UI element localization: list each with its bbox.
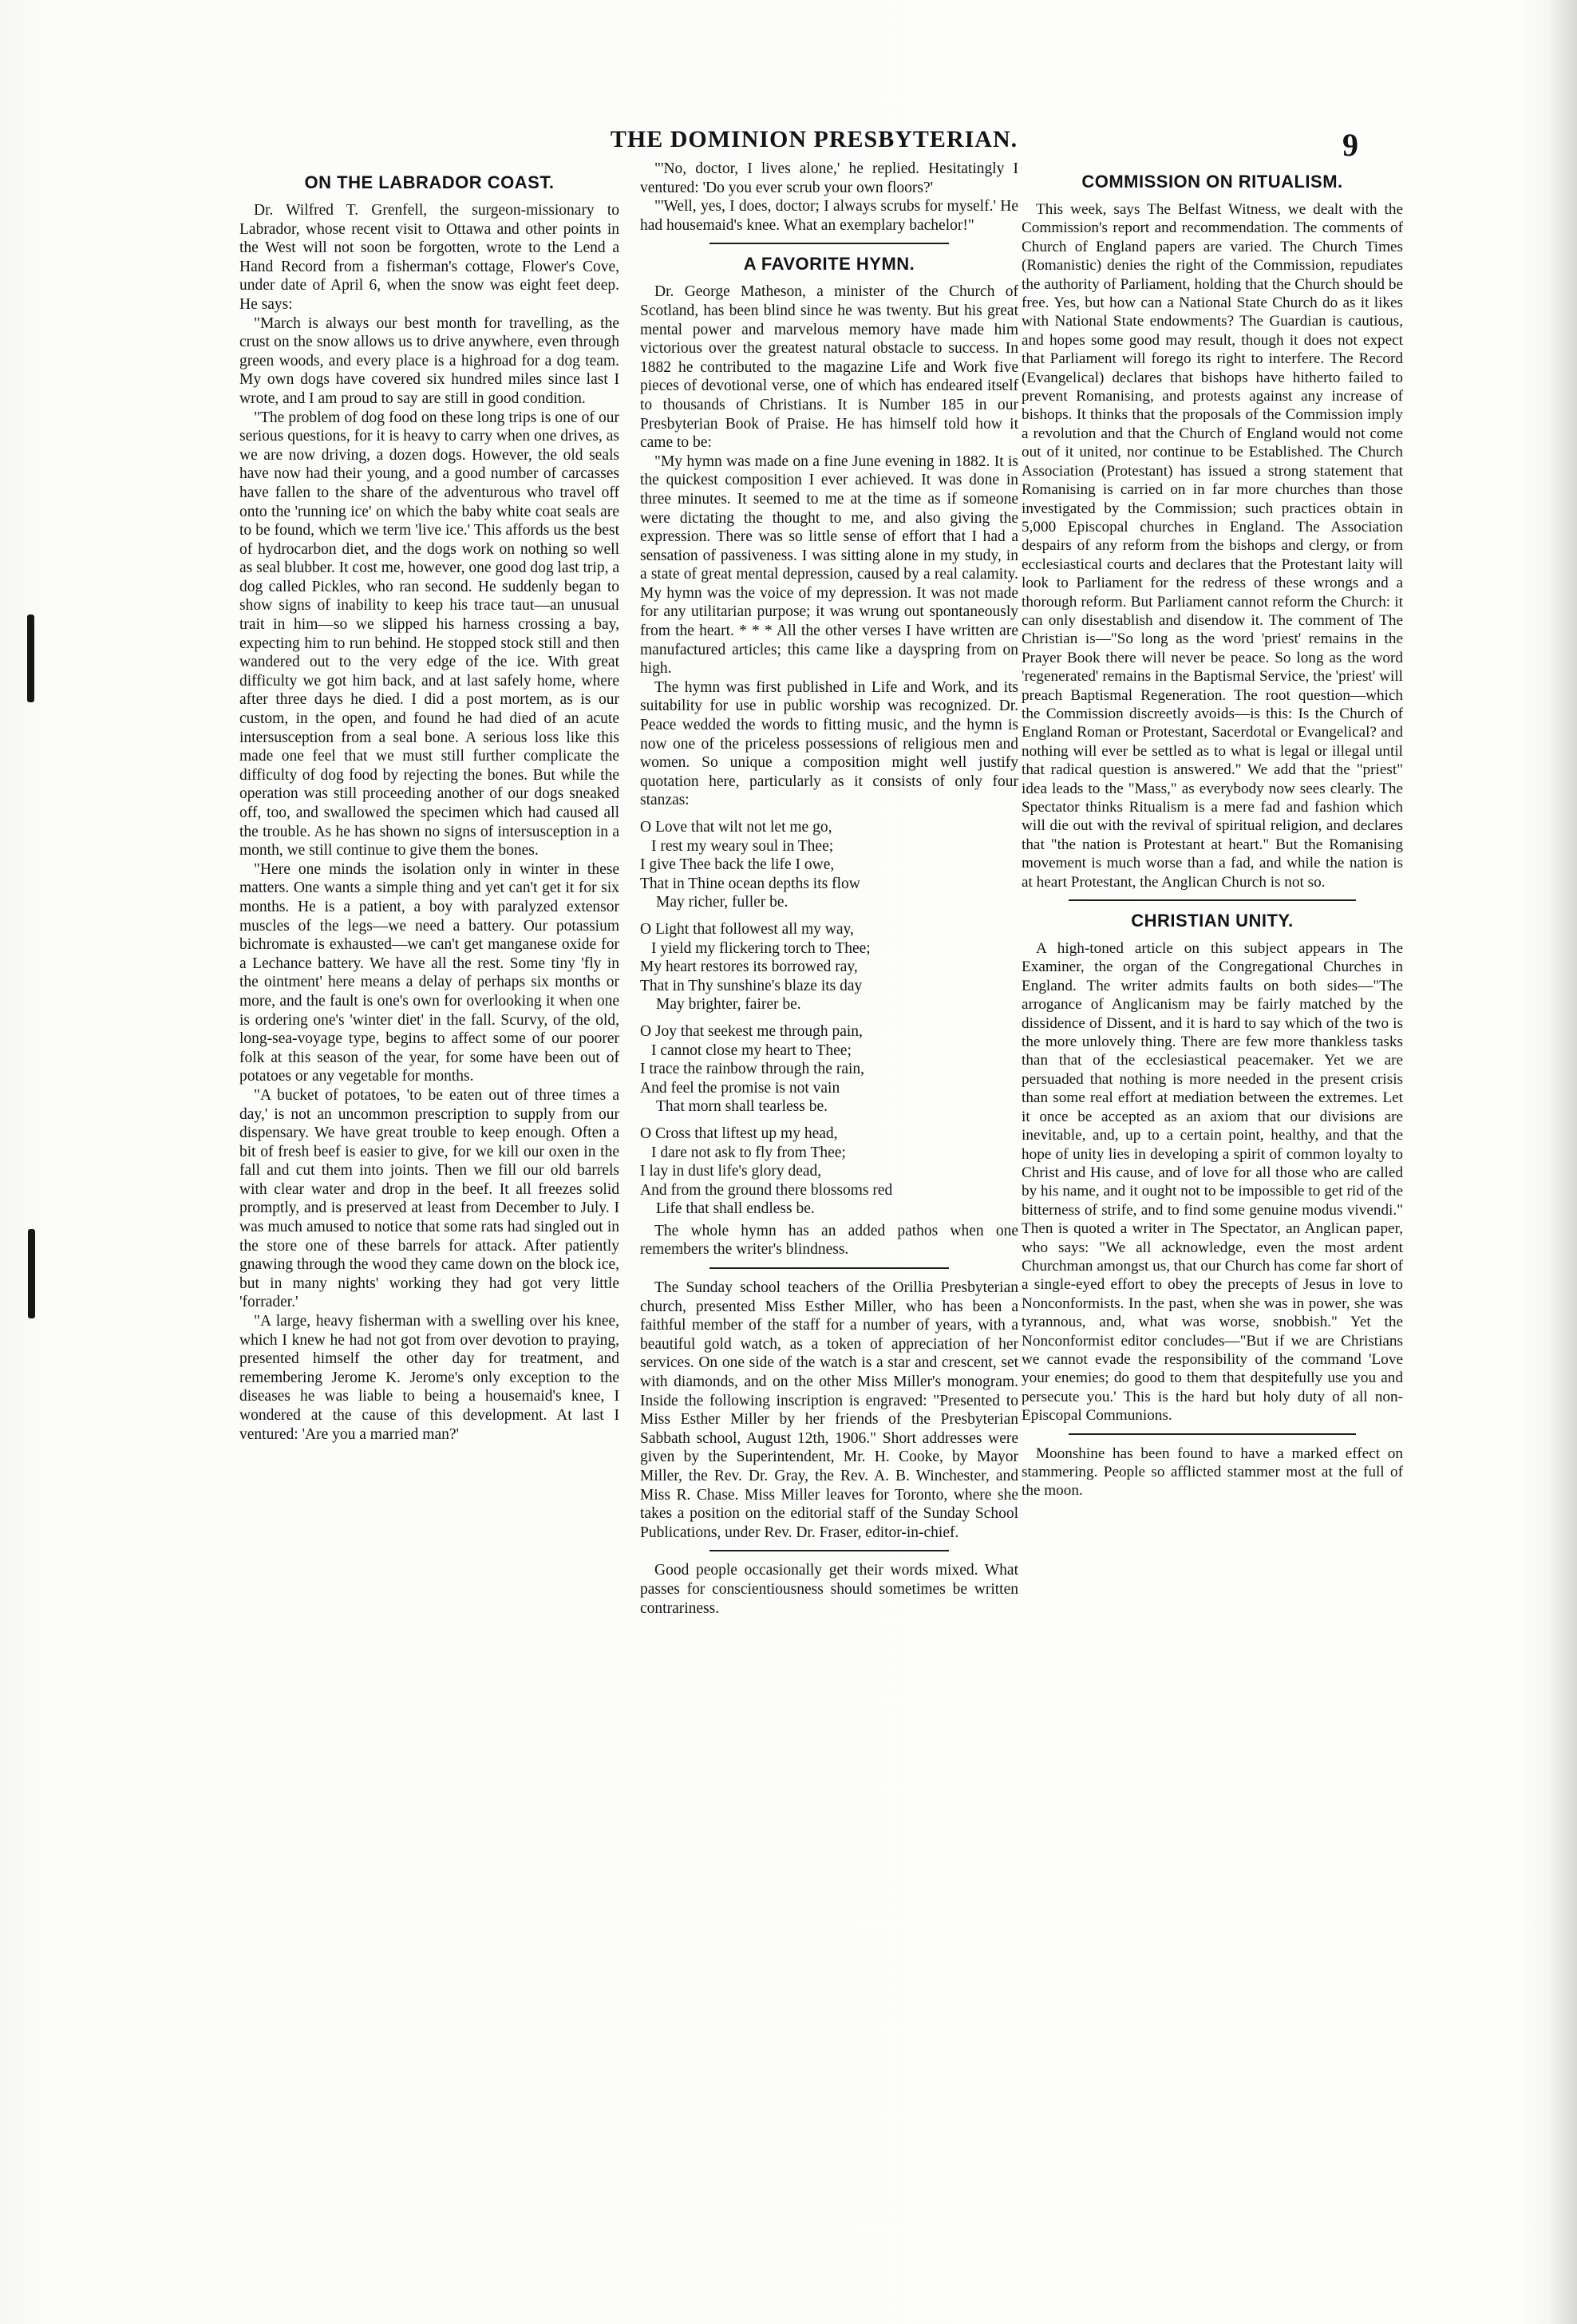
column-1: [239, 160, 619, 1444]
article-paragraph: A high-toned article on this subject appears in The Examiner, the organ of the Congregational Churches in England. The writer admits faults on both sides—"The arrogance of Anglicanism may be fairly matched by the dissidence of Dissent, and it is hard to say which of the two is the more unlovely thing. There are few more thankless tasks than that of the ecclesiastical peacemaker. Yet we are persuaded that nothing is more needed in the present crisis than some real effort at mediation between the extremes. Let it once be accepted as an axiom that our divisions are inevitable, and, up to a certain point, healthy, and that the hope of unity lies in developing a spirit of common loyalty to Christ and His cause, and of love for all those who are called by his name, and it ought not to be impossible to get rid of the bitterness of strife, and to find some genuine modus vivendi." Then is quoted a writer in The Spectator, an Anglican paper, who says: "We all acknowledge, even the most ardent Churchman amongst us, that our Church has come far short of a single-eyed effort to obey the precepts of Jesus in love to Nonconformists. In the past, when she was in power, she was tyrannous, and, what was worse, snobbish." Yet the Nonconformist editor concludes—"But if we are Christians we cannot evade the responsibility of the command 'Love your enemies; do good to them that despitefully use you and persecute you.' This is the hard but holy duty of all non-Episcopal Communions.: [1022, 940, 1403, 1425]
article-heading: CHRISTIAN UNITY.: [1131, 911, 1294, 931]
column-2: [640, 160, 1018, 1618]
article-paragraph: "'Well, yes, I does, doctor; I always scrubs for myself.' He had housemaid's knee. What an exemplary bachelor!": [640, 198, 1018, 234]
hymn-line: May brighter, fairer be.: [656, 996, 801, 1014]
article-paragraph: "A large, heavy fisherman with a swelling over his knee, which I knew he had not got from over devotion to praying, presented himself the other day for treatment, and remembering Jerome K. Jerome's only exception to the diseases he was liable to being a housemaid's knee, I wondered at the cause of this development. At last I ventured: 'Are you a married man?': [239, 1313, 619, 1443]
hymn-stanza: [640, 1022, 1018, 1117]
binding-mark: [27, 615, 34, 702]
hymn-line: My heart restores its borrowed ray,: [640, 958, 858, 976]
hymn-line: I trace the rainbow through the rain,: [640, 1061, 865, 1078]
article-paragraph: The hymn was first published in Life and Work, and its suitability for use in public worship was recognized. Dr. Peace wedded the words to fitting music, and the hymn is now one of the priceless possessions of religious men and women. So unique a composition might well justify quotation here, particularly as it consists of only four stanzas:: [640, 678, 1018, 809]
article-paragraph: "Here one minds the isolation only in winter in these matters. One wants a simple thing and yet can't get it for six months. He is a patient, a boy with paralyzed extensor muscles of the legs—we need a battery. Our potassium bichromate is exhausted—we can't get manganese oxide for a Lechance battery. We have all the rest. Some tiny 'fly in the ointment' here means a delay of perhaps six months or more, and the fault is one's own for overlooking it when one is ordering one's 'winter diet' in the fall. Scurvy, of the old, long-sea-voyage type, begins to affect some of our poorer folk at this season of the year, for some have been out of potatoes or any vegetable for months.: [239, 860, 619, 1085]
article-paragraph: Good people occasionally get their words mixed. What passes for conscientiousness should sometimes be written contrariness.: [640, 1562, 1018, 1617]
hymn-line: O Cross that liftest up my head,: [640, 1124, 838, 1142]
hymn-line: May richer, fuller be.: [656, 894, 788, 911]
section-divider: [709, 243, 949, 244]
hymn-stanza: [640, 920, 1018, 1014]
hymn-line: I give Thee back the life I owe,: [640, 856, 835, 874]
article-paragraph: Dr. Wilfred T. Grenfell, the surgeon-missionary to Labrador, whose recent visit to Ottawa and other points in the West will not soon be forgotten, wrote to the Lend a Hand Record from a fisherman's cottage, Flower's Cove, under date of April 6, when the snow was eight feet deep. He says:: [239, 202, 619, 313]
hymn-line: O Joy that seekest me through pain,: [640, 1022, 863, 1040]
hymn-line: That in Thine ocean depths its flow: [640, 875, 860, 892]
hymn-stanza: [640, 818, 1018, 912]
section-divider: [709, 1550, 949, 1551]
section-divider: [1069, 899, 1356, 901]
masthead: THE DOMINION PRESBYTERIAN.: [610, 126, 1018, 152]
article-paragraph: "A bucket of potatoes, 'to be eaten out of three times a day,' is not an uncommon prescription to supply from our dispensary. We have great trouble to keep enough. Often a bit of fresh beef is easier to give, for we kill our oxen in the fall and cut them into joints. Then we fill our old barrels with clear water and drop in the beef. It all freezes solid promptly, and is preserved at least from December to July. I was much amused to notice that some rats had singled out in the store one of these barrels for attack. After patiently gnawing through the wood they came down on the block ice, but in many nights' working they had got very little 'forrader.': [239, 1086, 620, 1311]
page-number: 9: [1342, 127, 1358, 163]
hymn-line: I cannot close my heart to Thee;: [651, 1041, 852, 1059]
hymn-line: And feel the promise is not vain: [640, 1079, 840, 1097]
hymn-line: That morn shall tearless be.: [656, 1098, 828, 1116]
article-paragraph: The whole hymn has an added pathos when one remembers the writer's blindness.: [640, 1222, 1018, 1259]
hymn-line: I dare not ask to fly from Thee;: [651, 1144, 846, 1161]
article-paragraph: "My hymn was made on a fine June evening in 1882. It is the quickest composition I ever achieved. It was done in three minutes. It seemed to me at the time as if someone were dictating the thought to me, and also giving the expression. There was so little sense of effort that I had a sensation of passiveness. I was sitting alone in my study, in a state of great mental depression, caused by a real calamity. My hymn was the voice of my depression. It was not made for any utilitarian purpose; it was wrung out spontaneously from the heart. * * * All the other verses I have written are manufactured articles; this came like a dayspring from on high.: [640, 453, 1018, 678]
column-3: [1022, 160, 1403, 1500]
section-divider: [1069, 1433, 1356, 1435]
article-paragraph: "'No, doctor, I lives alone,' he replied. Hesitatingly I ventured: 'Do you ever scrub your own floors?': [640, 160, 1018, 196]
hymn-line: Life that shall endless be.: [656, 1200, 815, 1218]
article-paragraph: "March is always our best month for travelling, as the crust on the snow allows us to drive anywhere, even through green woods, and every place is a highroad for a dog team. My own dogs have covered six hundred miles since last I wrote, and I am proud to say are still in good condition.: [239, 314, 619, 407]
article-heading: ON THE LABRADOR COAST.: [304, 172, 555, 192]
page-edge-shadow: [1548, 0, 1577, 2324]
article-paragraph: Moonshine has been found to have a marked effect on stammering. People so afflicted stammer most at the full of the moon.: [1022, 1445, 1403, 1500]
article-paragraph: This week, says The Belfast Witness, we dealt with the Commission's report and recommendation. The comments of Church of England papers are varied. The Church Times (Romanistic) denies the right of the Commission, repudiates the authority of Parliament, holding that the Church should be free. Yes, but how can a National State Church do as it likes with National State endowments? The Guardian is cautious, and hopes some good may result, though it does not expect that Parliament will forego its right to interfere. The Record (Evangelical) declares that bishops have hitherto failed to prevent Romanising, and protests against any increase of bishops. It thinks that the proposals of the Commission imply a revolution and that the Church of England would not come out of it united, nor continue to be Established. The Church Association (Protestant) has issued a strong statement that Romanising is carried on in far more churches than those investigated by the Commission; such practices obtain in 5,000 Episcopal churches in England. The Association despairs of any reform from the bishops and clergy, or from ecclesiastical courts and declares that the Protestant laity will look to Parliament for the redress of these wrongs and a thorough reform. But Parliament cannot reform the Church: it can only disestablish and disendow it. The comment of The Christian is—"So long as the word 'priest' remains in the Prayer Book there will never be peace. So long as the word 'regenerated' remains in the Baptismal Service, the 'priest' will preach Baptismal Regeneration. The root question—which the Commission discreetly avoids—is this: Is the Church of England Roman or Protestant, Sacerdotal or Evangelical? and nothing will ever be settled as to what is legal or illegal until that radical question is answered." We add that the "priest" idea leads to the "Mass," as everybody now sees clearly. The Spectator thinks Ritualism is a mere fad and fashion which will die out with the revival of spiritual religion, and declares that "the nation is Protestant at heart." But the Romanising movement is much worse than a fad, and while the nation is at heart Protestant, the Anglican Church is not so.: [1022, 201, 1403, 891]
hymn-stanza: [640, 1124, 1018, 1219]
article-paragraph: The Sunday school teachers of the Orillia Presbyterian church, presented Miss Esther Miller, who has been a faithful member of the staff for a number of years, with a beautiful gold watch, as a token of appreciation of her services. On one side of the watch is a star and crescent, set with diamonds, and on the other Miss Miller's monogram. Inside the following inscription is engraved: "Presented to Miss Esther Miller by her friends of the Presbyterian Sabbath school, August 12th, 1906." Short addresses were given by the Superintendent, Mr. H. Cooke, by Mayor Miller, the Rev. Dr. Gray, the Rev. A. B. Winchester, and Miss R. Chase. Miss Miller leaves for Toronto, where she takes a position on the editorial staff of the Sunday School Publications, under Rev. Dr. Fraser, editor-in-chief.: [640, 1279, 1018, 1541]
binding-mark: [28, 1229, 35, 1318]
article-paragraph: "The problem of dog food on these long trips is one of our serious questions, for it is heavy to carry when one drives, as we are now driving, a dozen dogs. However, the old seals have now had their young, and a good number of carcasses have fallen to the share of the adventurous who travel off onto the 'running ice' on which the baby white coat seals are to be found, which we term 'live ice.' This affords us the best of hydrocarbon diet, and the dogs work on nothing so well as seal blubber. It cost me, however, one good dog last trip, a dog called Pickles, who ran second. He suddenly began to show signs of inability to keep his trace taut—an unusual trait in him—so we slipped his harness crossing a bay, expecting him to run behind. He stopped stock still and then wandered out to the very edge of the ice. With great difficulty we got him back, and at last safely home, where after three days he died. I did a post mortem, as is our custom, in the open, and found he had died of an acute intersusception from a seal bone. A serious loss like this made one feel that we must still further complicate the difficulty of dog food by rejecting the bones. But while the operation was still proceeding another of our dogs sneaked off, too, and swallowed the specimen which had caused all the trouble. As he has shown no signs of intersusception in a month, we still continue to give them the bones.: [239, 409, 619, 860]
hymn-line: And from the ground there blossoms red: [640, 1181, 893, 1199]
article-heading: A FAVORITE HYMN.: [743, 254, 915, 275]
hymn-line: I rest my weary soul in Thee;: [651, 837, 834, 855]
hymn-line: I yield my flickering torch to Thee;: [651, 939, 871, 957]
article-heading: COMMISSION ON RITUALISM.: [1081, 172, 1343, 192]
hymn-line: That in Thy sunshine's blaze its day: [640, 977, 863, 994]
article-paragraph: Dr. George Matheson, a minister of the Church of Scotland, has been blind since he was twenty. But his great mental power and marvelous memory have made him victorious over the greatest natural obstacle to success. In 1882 he contributed to the magazine Life and Work five pieces of devotional verse, one of which has endeared itself to thousands of Christians. It is Number 185 in our Presbyterian Book of Praise. He has himself told how it came to be:: [640, 283, 1018, 452]
hymn-line: O Love that wilt not let me go,: [640, 819, 832, 836]
section-divider: [709, 1267, 949, 1269]
hymn-line: O Light that followest all my way,: [640, 920, 854, 938]
hymn-line: I lay in dust life's glory dead,: [640, 1163, 822, 1180]
